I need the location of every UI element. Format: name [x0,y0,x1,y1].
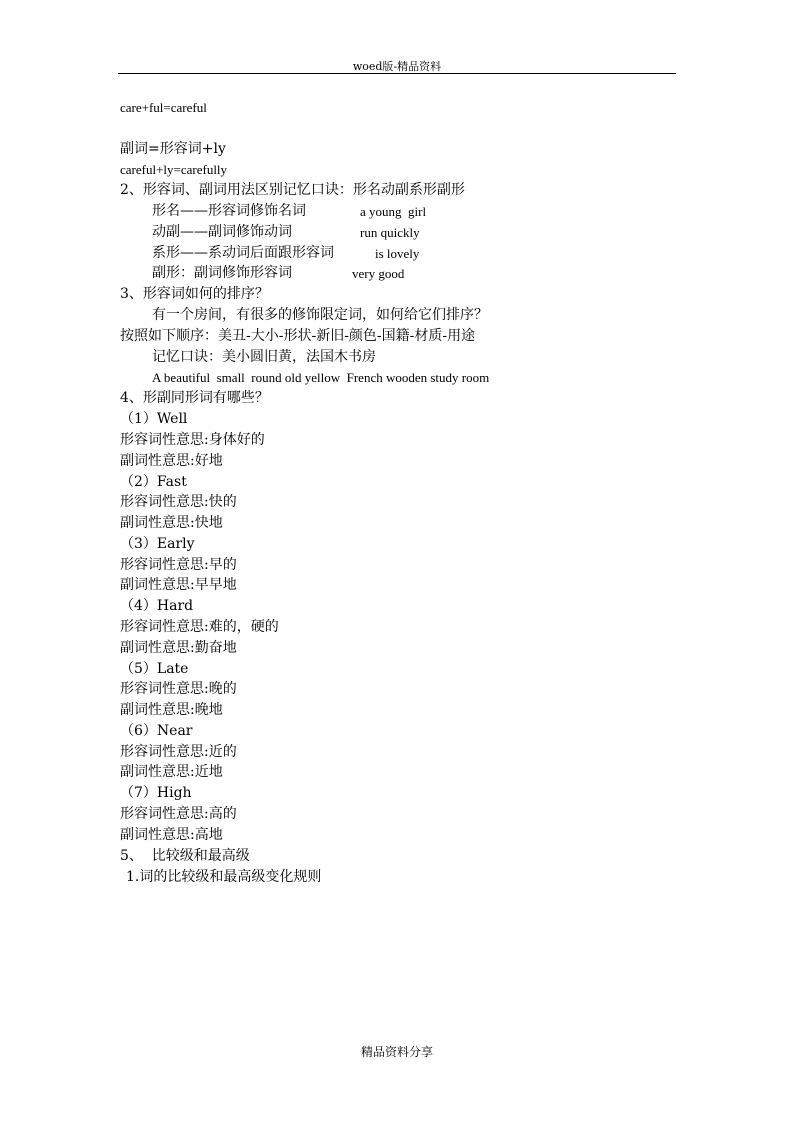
example-phrase: A beautiful small round old yellow French wooden study room [152,370,490,385]
text-line: 副词性意思:好地 [120,453,223,469]
page-footer: 精品资料分享 [360,1045,433,1059]
text-line: 形容词性意思:难的，硬的 [120,619,279,635]
text-line: 有一个房间，有很多的修饰限定词，如何给它们排序？ [152,307,488,323]
text-line: 副词=形容词+ly [120,141,226,157]
example-phrase: very good [352,266,405,281]
text-line: 记忆口诀：美小圆旧黄，法国木书房 [152,349,376,365]
example-phrase: is lovely [375,246,420,261]
text-line: 副词性意思:近地 [120,764,223,780]
list-item: （4）Hard [120,598,194,614]
section-heading: 4、形副同形词有哪些？ [120,390,269,406]
page-header: woed版-精品资料 [352,60,442,73]
text-line: care+ful=careful [120,100,207,115]
text-line: careful+ly=carefully [120,162,228,177]
section-heading: 5、 比较级和最高级 [120,848,250,864]
header-divider [118,73,676,74]
section-heading: 2、形容词、副词用法区别记忆口诀：形名动副系形副形 [120,182,465,198]
text-line: 形容词性意思:早的 [120,557,237,573]
text-line: 按照如下顺序：美丑-大小-形状-新旧-颜色-国籍-材质-用途 [120,328,476,344]
text-line: 副形：副词修饰形容词 [152,265,292,281]
section-heading: 3、形容词如何的排序？ [120,286,269,302]
text-line: 形容词性意思:晚的 [120,681,237,697]
example-phrase: a young girl [360,204,427,219]
list-item: （1）Well [120,411,188,427]
text-line: 形容词性意思:近的 [120,744,237,760]
text-line: 副词性意思:高地 [120,827,223,843]
text-line: 系形——系动词后面跟形容词 [152,245,334,261]
text-line: 副词性意思:快地 [120,515,223,531]
example-phrase: run quickly [360,225,420,240]
text-line: 副词性意思:晚地 [120,702,223,718]
list-item: （5）Late [120,661,189,677]
text-line: 形名——形容词修饰名词 [152,203,306,219]
text-line: 形容词性意思:身体好的 [120,432,265,448]
text-line: 形容词性意思:高的 [120,806,237,822]
list-item: （3）Early [120,536,195,552]
list-item: （6）Near [120,723,193,739]
list-item: （2）Fast [120,474,187,490]
list-item: （7）High [120,785,192,801]
text-line: 1.词的比较级和最高级变化规则 [126,869,322,885]
text-line: 动副——副词修饰动词 [152,224,292,240]
text-line: 形容词性意思:快的 [120,494,237,510]
text-line: 副词性意思:勤奋地 [120,640,237,656]
text-line: 副词性意思:早早地 [120,577,237,593]
